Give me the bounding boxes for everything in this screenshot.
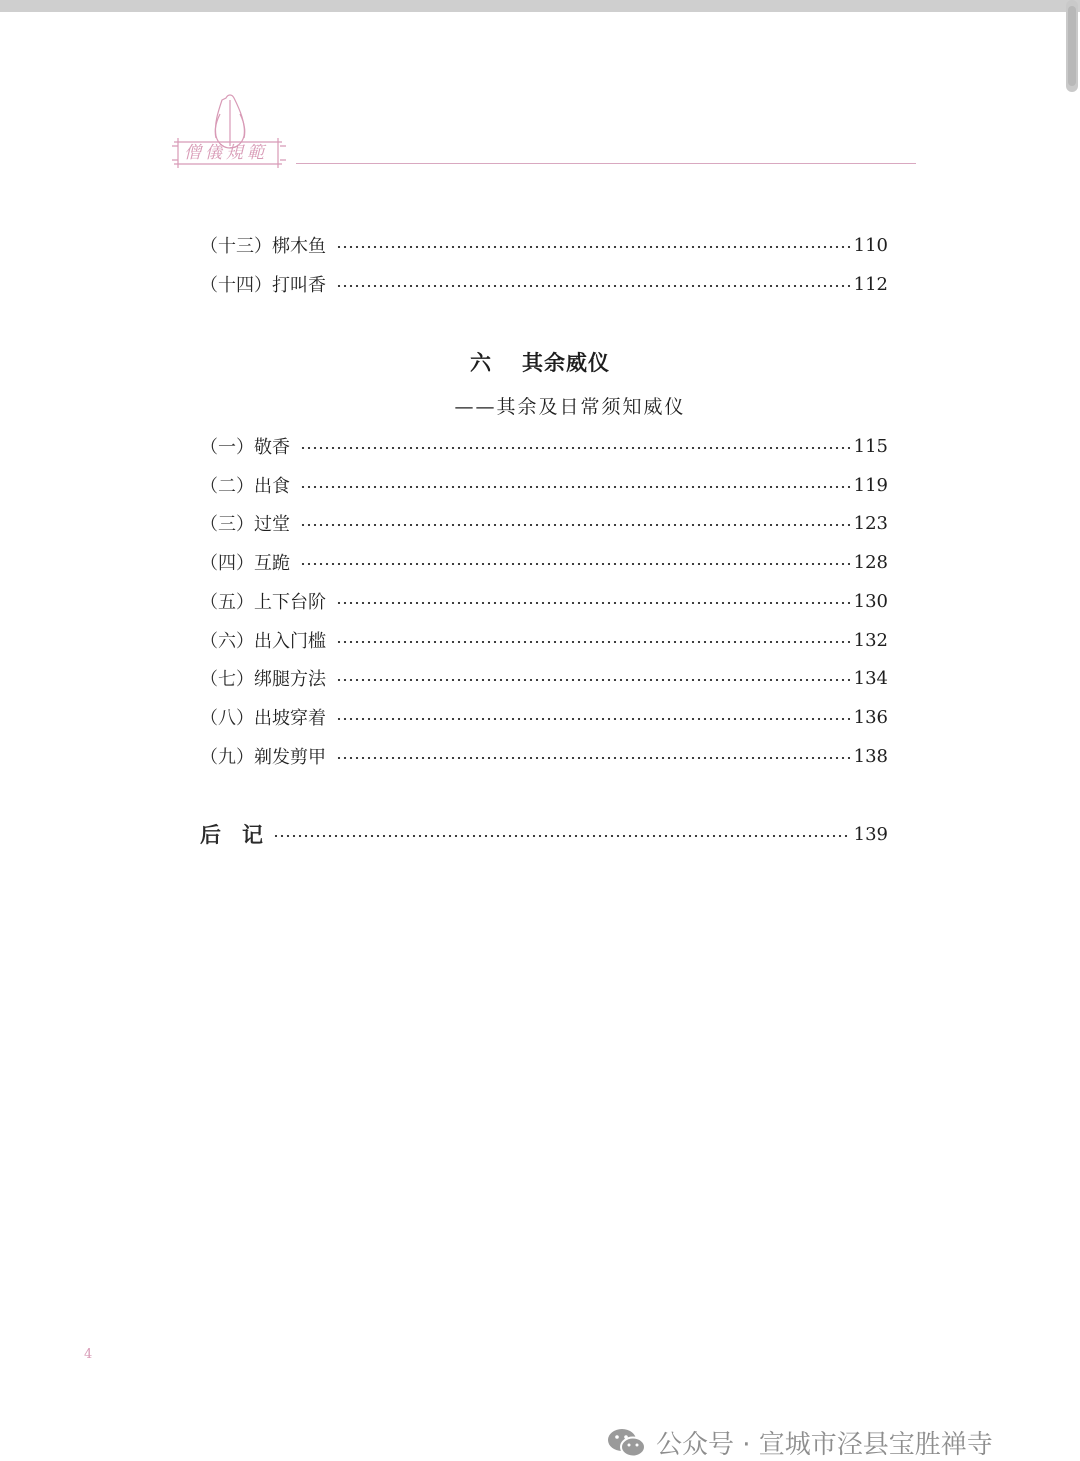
header-rule [296, 163, 916, 164]
entry-page: 112 [853, 273, 888, 295]
dot-leader [300, 447, 850, 449]
entry-number: （十四） [200, 275, 272, 296]
page-number: 4 [84, 1347, 93, 1362]
toc-entry[interactable] [200, 625, 888, 655]
entry-number: （六） [200, 631, 254, 652]
entry-page: 110 [853, 234, 888, 256]
entry-number: （二） [200, 476, 254, 497]
entry-title: 打叫香 [272, 275, 326, 296]
entry-number: （七） [200, 669, 254, 690]
toc-entry[interactable] [200, 508, 888, 538]
logo-text: 僧儀規範 [184, 143, 268, 163]
dot-leader [336, 602, 850, 604]
book-logo [170, 92, 288, 172]
dot-leader [273, 835, 850, 837]
dot-leader [300, 524, 850, 526]
toc-entry[interactable] [200, 470, 888, 500]
section-heading [0, 347, 1080, 377]
section-subtitle: ——其余及日常须知威仪 [454, 396, 686, 418]
section-title: 其余威仪 [522, 351, 610, 375]
entry-page: 136 [853, 706, 888, 728]
entry-page: 132 [853, 629, 888, 651]
toc-entry[interactable] [200, 586, 888, 616]
toc-entry[interactable] [200, 663, 888, 693]
watermark [606, 1424, 993, 1461]
toc-entry[interactable] [200, 547, 888, 577]
entry-title: 出入门槛 [254, 631, 326, 652]
entry-number: （五） [200, 592, 254, 613]
toc-entry[interactable] [200, 741, 888, 771]
entry-title: 互跪 [254, 553, 290, 574]
wechat-icon [606, 1427, 648, 1459]
entry-title: 绑腿方法 [254, 669, 326, 690]
toc-entry[interactable] [200, 269, 888, 299]
entry-number: （八） [200, 708, 254, 729]
toc-entry[interactable] [200, 431, 888, 461]
entry-number: （三） [200, 514, 254, 535]
entry-title: 敬香 [254, 437, 290, 458]
dot-leader [300, 563, 850, 565]
dot-leader [336, 641, 850, 643]
toc-entry[interactable] [200, 702, 888, 732]
dot-leader [336, 757, 850, 759]
entry-page: 123 [853, 512, 888, 534]
entry-number: （十三） [200, 236, 272, 257]
entry-number: （九） [200, 747, 254, 768]
dot-leader [336, 285, 850, 287]
entry-page: 115 [853, 435, 888, 457]
entry-title: 出食 [254, 476, 290, 497]
entry-title: 过堂 [254, 514, 290, 535]
entry-page: 130 [853, 590, 888, 612]
entry-title: 剃发剪甲 [254, 747, 326, 768]
section-number: 六 [470, 351, 492, 375]
entry-page: 138 [853, 745, 888, 767]
dot-leader [336, 679, 850, 681]
entry-page: 139 [853, 823, 888, 845]
entry-number: （一） [200, 437, 254, 458]
scrollbar[interactable] [1066, 0, 1078, 92]
entry-page: 128 [853, 551, 888, 573]
toc-entry[interactable] [200, 230, 888, 260]
entry-page: 134 [853, 667, 888, 689]
entry-number: （四） [200, 553, 254, 574]
dot-leader [300, 486, 850, 488]
dot-leader [336, 718, 850, 720]
entry-title: 上下台阶 [254, 592, 326, 613]
toc-entry-afterword[interactable] [200, 819, 888, 849]
watermark-text: 公众号 · 宣城市泾县宝胜禅寺 [656, 1430, 993, 1460]
entry-title: 梆木鱼 [272, 236, 326, 257]
top-bar [0, 0, 1080, 12]
afterword-title: 后 记 [200, 823, 263, 847]
entry-title: 出坡穿着 [254, 708, 326, 729]
dot-leader [336, 246, 850, 248]
entry-page: 119 [853, 474, 888, 496]
